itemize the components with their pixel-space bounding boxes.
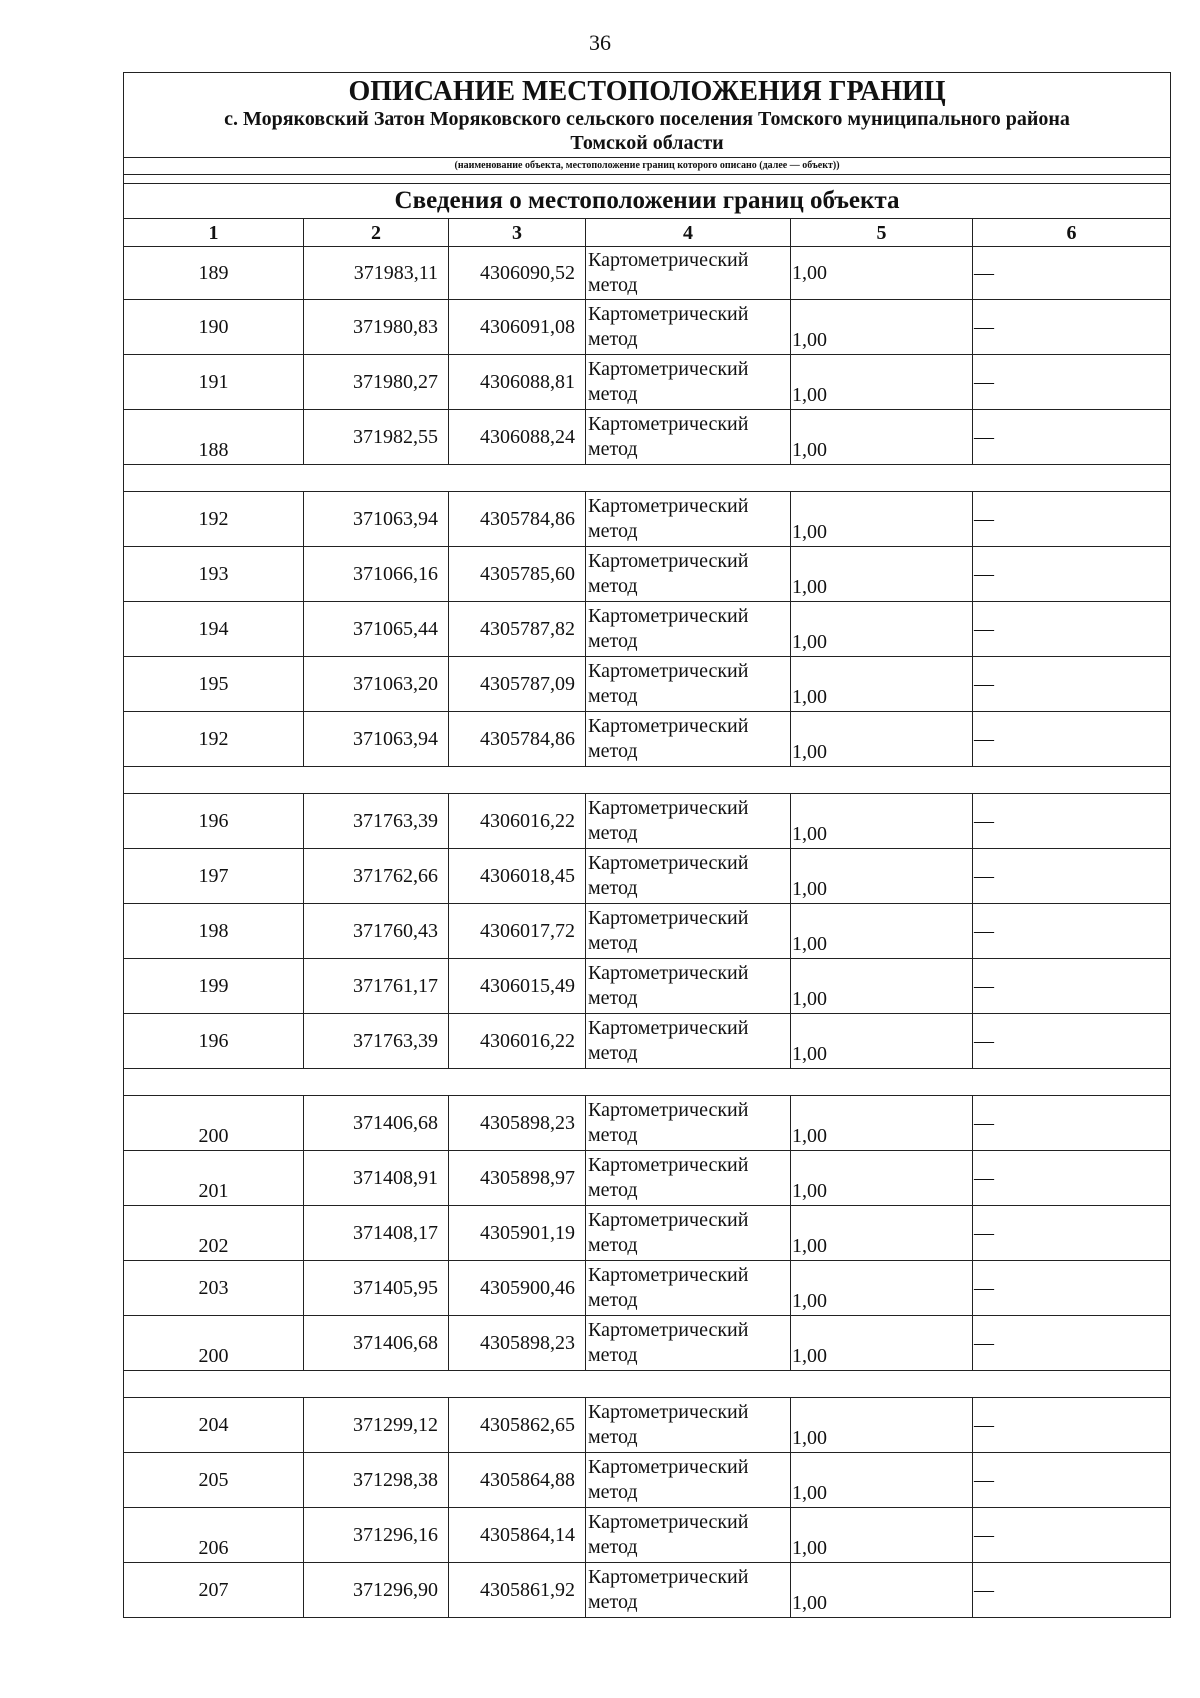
x-coordinate-cell: 371063,94 xyxy=(304,712,449,767)
method-text: Картометрический метод xyxy=(588,1264,749,1311)
accuracy-cell: 1,00 xyxy=(791,657,973,712)
table-row xyxy=(124,300,1171,355)
x-coordinate-cell: 371983,11 xyxy=(304,247,449,300)
point-number-cell: 203 xyxy=(124,1261,304,1316)
x-coordinate-cell: 371298,38 xyxy=(304,1453,449,1508)
point-number-cell: 193 xyxy=(124,547,304,602)
group-separator xyxy=(124,767,1171,794)
y-coordinate-cell: 4305787,09 xyxy=(449,657,586,712)
table-row xyxy=(124,1508,1171,1563)
description-cell: — xyxy=(973,1261,1171,1316)
accuracy-cell: 1,00 xyxy=(791,1316,973,1371)
y-coordinate-cell: 4306018,45 xyxy=(449,849,586,904)
method-cell xyxy=(586,657,791,712)
description-cell: — xyxy=(973,1508,1171,1563)
point-number-cell: 195 xyxy=(124,657,304,712)
table-row xyxy=(124,1206,1171,1261)
point-number-cell: 196 xyxy=(124,794,304,849)
method-cell xyxy=(586,1398,791,1453)
method-cell xyxy=(586,1563,791,1618)
y-coordinate-cell: 4305864,14 xyxy=(449,1508,586,1563)
point-number-cell: 190 xyxy=(124,300,304,355)
y-coordinate-cell: 4306088,81 xyxy=(449,355,586,410)
accuracy-cell: 1,00 xyxy=(791,1398,973,1453)
description-cell: — xyxy=(973,492,1171,547)
description-cell: — xyxy=(973,247,1171,300)
description-cell: — xyxy=(973,1453,1171,1508)
y-coordinate-cell: 4305898,23 xyxy=(449,1316,586,1371)
point-number-cell: 188 xyxy=(124,410,304,465)
column-header: 1 xyxy=(124,219,304,247)
column-header: 4 xyxy=(586,219,791,247)
table-row xyxy=(124,602,1171,657)
point-number-cell: 189 xyxy=(124,247,304,300)
description-cell: — xyxy=(973,355,1171,410)
x-coordinate-cell: 371763,39 xyxy=(304,794,449,849)
table-row xyxy=(124,794,1171,849)
table-row xyxy=(124,1014,1171,1069)
method-text: Картометрический метод xyxy=(588,1319,749,1366)
group-separator-cell xyxy=(124,1069,1171,1096)
y-coordinate-cell: 4305862,65 xyxy=(449,1398,586,1453)
method-cell xyxy=(586,1096,791,1151)
method-text: Картометрический метод xyxy=(588,962,749,1009)
accuracy-cell: 1,00 xyxy=(791,1453,973,1508)
accuracy-cell: 1,00 xyxy=(791,300,973,355)
method-cell xyxy=(586,355,791,410)
y-coordinate-cell: 4305901,19 xyxy=(449,1206,586,1261)
method-text: Картометрический метод xyxy=(588,249,749,296)
x-coordinate-cell: 371065,44 xyxy=(304,602,449,657)
accuracy-cell: 1,00 xyxy=(791,247,973,300)
description-cell: — xyxy=(973,1151,1171,1206)
point-number-cell: 199 xyxy=(124,959,304,1014)
method-text: Картометрический метод xyxy=(588,797,749,844)
table-row xyxy=(124,410,1171,465)
accuracy-cell: 1,00 xyxy=(791,1151,973,1206)
x-coordinate-cell: 371762,66 xyxy=(304,849,449,904)
method-cell xyxy=(586,492,791,547)
point-number-cell: 206 xyxy=(124,1508,304,1563)
method-text: Картометрический метод xyxy=(588,1456,749,1503)
x-coordinate-cell: 371066,16 xyxy=(304,547,449,602)
x-coordinate-cell: 371296,16 xyxy=(304,1508,449,1563)
x-coordinate-cell: 371408,91 xyxy=(304,1151,449,1206)
x-coordinate-cell: 371405,95 xyxy=(304,1261,449,1316)
object-location xyxy=(124,107,1171,158)
y-coordinate-cell: 4305784,86 xyxy=(449,492,586,547)
accuracy-cell: 1,00 xyxy=(791,355,973,410)
method-text: Картометрический метод xyxy=(588,852,749,899)
method-text: Картометрический метод xyxy=(588,550,749,597)
point-number-cell: 197 xyxy=(124,849,304,904)
x-coordinate-cell: 371408,17 xyxy=(304,1206,449,1261)
method-cell xyxy=(586,1206,791,1261)
point-number-cell: 200 xyxy=(124,1316,304,1371)
point-number-cell: 205 xyxy=(124,1453,304,1508)
table-row xyxy=(124,1096,1171,1151)
method-text: Картометрический метод xyxy=(588,605,749,652)
table-row xyxy=(124,1261,1171,1316)
method-text: Картометрический метод xyxy=(588,358,749,405)
point-number-cell: 192 xyxy=(124,712,304,767)
description-cell: — xyxy=(973,547,1171,602)
y-coordinate-cell: 4306016,22 xyxy=(449,1014,586,1069)
x-coordinate-cell: 371299,12 xyxy=(304,1398,449,1453)
table-row xyxy=(124,547,1171,602)
header-divider xyxy=(124,175,1171,184)
accuracy-cell: 1,00 xyxy=(791,492,973,547)
table-row xyxy=(124,959,1171,1014)
method-cell xyxy=(586,602,791,657)
method-text: Картометрический метод xyxy=(588,1209,749,1256)
y-coordinate-cell: 4305900,46 xyxy=(449,1261,586,1316)
group-separator-cell xyxy=(124,767,1171,794)
y-coordinate-cell: 4306091,08 xyxy=(449,300,586,355)
point-number-cell: 201 xyxy=(124,1151,304,1206)
table-row xyxy=(124,1316,1171,1371)
table-row xyxy=(124,904,1171,959)
table-row xyxy=(124,1563,1171,1618)
description-cell: — xyxy=(973,959,1171,1014)
description-cell: — xyxy=(973,657,1171,712)
section-title: Сведения о местоположении границ объекта xyxy=(124,184,1171,219)
x-coordinate-cell: 371063,20 xyxy=(304,657,449,712)
point-number-cell: 191 xyxy=(124,355,304,410)
point-number-cell: 207 xyxy=(124,1563,304,1618)
method-text: Картометрический метод xyxy=(588,495,749,542)
column-header: 5 xyxy=(791,219,973,247)
y-coordinate-cell: 4305861,92 xyxy=(449,1563,586,1618)
point-number-cell: 194 xyxy=(124,602,304,657)
method-text: Картометрический метод xyxy=(588,1401,749,1448)
boundary-table xyxy=(123,72,1171,1618)
column-header: 3 xyxy=(449,219,586,247)
description-cell: — xyxy=(973,794,1171,849)
page-number: 36 xyxy=(589,30,611,55)
description-cell: — xyxy=(973,1563,1171,1618)
method-text: Картометрический метод xyxy=(588,1154,749,1201)
method-cell xyxy=(586,794,791,849)
method-cell xyxy=(586,247,791,300)
method-cell xyxy=(586,1453,791,1508)
method-cell xyxy=(586,410,791,465)
description-cell: — xyxy=(973,1014,1171,1069)
method-text: Картометрический метод xyxy=(588,1017,749,1064)
group-separator xyxy=(124,1069,1171,1096)
method-cell xyxy=(586,547,791,602)
document-title: ОПИСАНИЕ МЕСТОПОЛОЖЕНИЯ ГРАНИЦ xyxy=(124,73,1171,108)
group-separator xyxy=(124,465,1171,492)
method-text: Картометрический метод xyxy=(588,303,749,350)
method-text: Картометрический метод xyxy=(588,413,749,460)
table-row xyxy=(124,1151,1171,1206)
column-header: 6 xyxy=(973,219,1171,247)
x-coordinate-cell: 371761,17 xyxy=(304,959,449,1014)
table-row xyxy=(124,492,1171,547)
accuracy-cell: 1,00 xyxy=(791,1206,973,1261)
method-text: Картометрический метод xyxy=(588,715,749,762)
column-number-row xyxy=(124,219,1171,247)
method-cell xyxy=(586,1261,791,1316)
method-text: Картометрический метод xyxy=(588,1099,749,1146)
description-cell: — xyxy=(973,1096,1171,1151)
accuracy-cell: 1,00 xyxy=(791,1261,973,1316)
method-cell xyxy=(586,959,791,1014)
y-coordinate-cell: 4306088,24 xyxy=(449,410,586,465)
x-coordinate-cell: 371296,90 xyxy=(304,1563,449,1618)
method-cell xyxy=(586,1014,791,1069)
y-coordinate-cell: 4306016,22 xyxy=(449,794,586,849)
table-row xyxy=(124,849,1171,904)
x-coordinate-cell: 371406,68 xyxy=(304,1316,449,1371)
method-cell xyxy=(586,1151,791,1206)
accuracy-cell: 1,00 xyxy=(791,794,973,849)
method-cell xyxy=(586,1316,791,1371)
method-cell xyxy=(586,849,791,904)
description-cell: — xyxy=(973,300,1171,355)
x-coordinate-cell: 371763,39 xyxy=(304,1014,449,1069)
table-row xyxy=(124,355,1171,410)
accuracy-cell: 1,00 xyxy=(791,959,973,1014)
accuracy-cell: 1,00 xyxy=(791,904,973,959)
x-coordinate-cell: 371406,68 xyxy=(304,1096,449,1151)
description-cell: — xyxy=(973,1206,1171,1261)
description-cell: — xyxy=(973,849,1171,904)
point-number-cell: 198 xyxy=(124,904,304,959)
y-coordinate-cell: 4305784,86 xyxy=(449,712,586,767)
x-coordinate-cell: 371063,94 xyxy=(304,492,449,547)
y-coordinate-cell: 4305785,60 xyxy=(449,547,586,602)
description-cell: — xyxy=(973,1398,1171,1453)
accuracy-cell: 1,00 xyxy=(791,602,973,657)
method-text: Картометрический метод xyxy=(588,660,749,707)
y-coordinate-cell: 4306017,72 xyxy=(449,904,586,959)
y-coordinate-cell: 4305898,23 xyxy=(449,1096,586,1151)
x-coordinate-cell: 371980,27 xyxy=(304,355,449,410)
y-coordinate-cell: 4306090,52 xyxy=(449,247,586,300)
point-number-cell: 196 xyxy=(124,1014,304,1069)
point-number-cell: 192 xyxy=(124,492,304,547)
accuracy-cell: 1,00 xyxy=(791,1508,973,1563)
accuracy-cell: 1,00 xyxy=(791,410,973,465)
description-cell: — xyxy=(973,712,1171,767)
group-separator-cell xyxy=(124,1371,1171,1398)
method-text: Картометрический метод xyxy=(588,1566,749,1613)
accuracy-cell: 1,00 xyxy=(791,547,973,602)
object-location-line2: Томской области xyxy=(570,132,724,154)
description-cell: — xyxy=(973,904,1171,959)
column-header: 2 xyxy=(304,219,449,247)
point-number-cell: 204 xyxy=(124,1398,304,1453)
table-row xyxy=(124,1398,1171,1453)
description-cell: — xyxy=(973,410,1171,465)
table-row xyxy=(124,247,1171,300)
y-coordinate-cell: 4305864,88 xyxy=(449,1453,586,1508)
accuracy-cell: 1,00 xyxy=(791,849,973,904)
method-cell xyxy=(586,1508,791,1563)
accuracy-cell: 1,00 xyxy=(791,712,973,767)
method-text: Картометрический метод xyxy=(588,907,749,954)
y-coordinate-cell: 4305787,82 xyxy=(449,602,586,657)
x-coordinate-cell: 371760,43 xyxy=(304,904,449,959)
object-note: (наименование объекта, местоположение границ которого описано (далее — объект)) xyxy=(124,158,1171,175)
x-coordinate-cell: 371982,55 xyxy=(304,410,449,465)
y-coordinate-cell: 4306015,49 xyxy=(449,959,586,1014)
group-separator-cell xyxy=(124,465,1171,492)
description-cell: — xyxy=(973,602,1171,657)
method-text: Картометрический метод xyxy=(588,1511,749,1558)
table-row xyxy=(124,712,1171,767)
accuracy-cell: 1,00 xyxy=(791,1014,973,1069)
method-cell xyxy=(586,712,791,767)
point-number-cell: 202 xyxy=(124,1206,304,1261)
method-cell xyxy=(586,904,791,959)
description-cell: — xyxy=(973,1316,1171,1371)
method-cell xyxy=(586,300,791,355)
accuracy-cell: 1,00 xyxy=(791,1096,973,1151)
table-row xyxy=(124,657,1171,712)
x-coordinate-cell: 371980,83 xyxy=(304,300,449,355)
group-separator xyxy=(124,1371,1171,1398)
point-number-cell: 200 xyxy=(124,1096,304,1151)
table-row xyxy=(124,1453,1171,1508)
accuracy-cell: 1,00 xyxy=(791,1563,973,1618)
y-coordinate-cell: 4305898,97 xyxy=(449,1151,586,1206)
object-location-line1: с. Моряковский Затон Моряковского сельского поселения Томского муниципального района xyxy=(224,108,1070,130)
